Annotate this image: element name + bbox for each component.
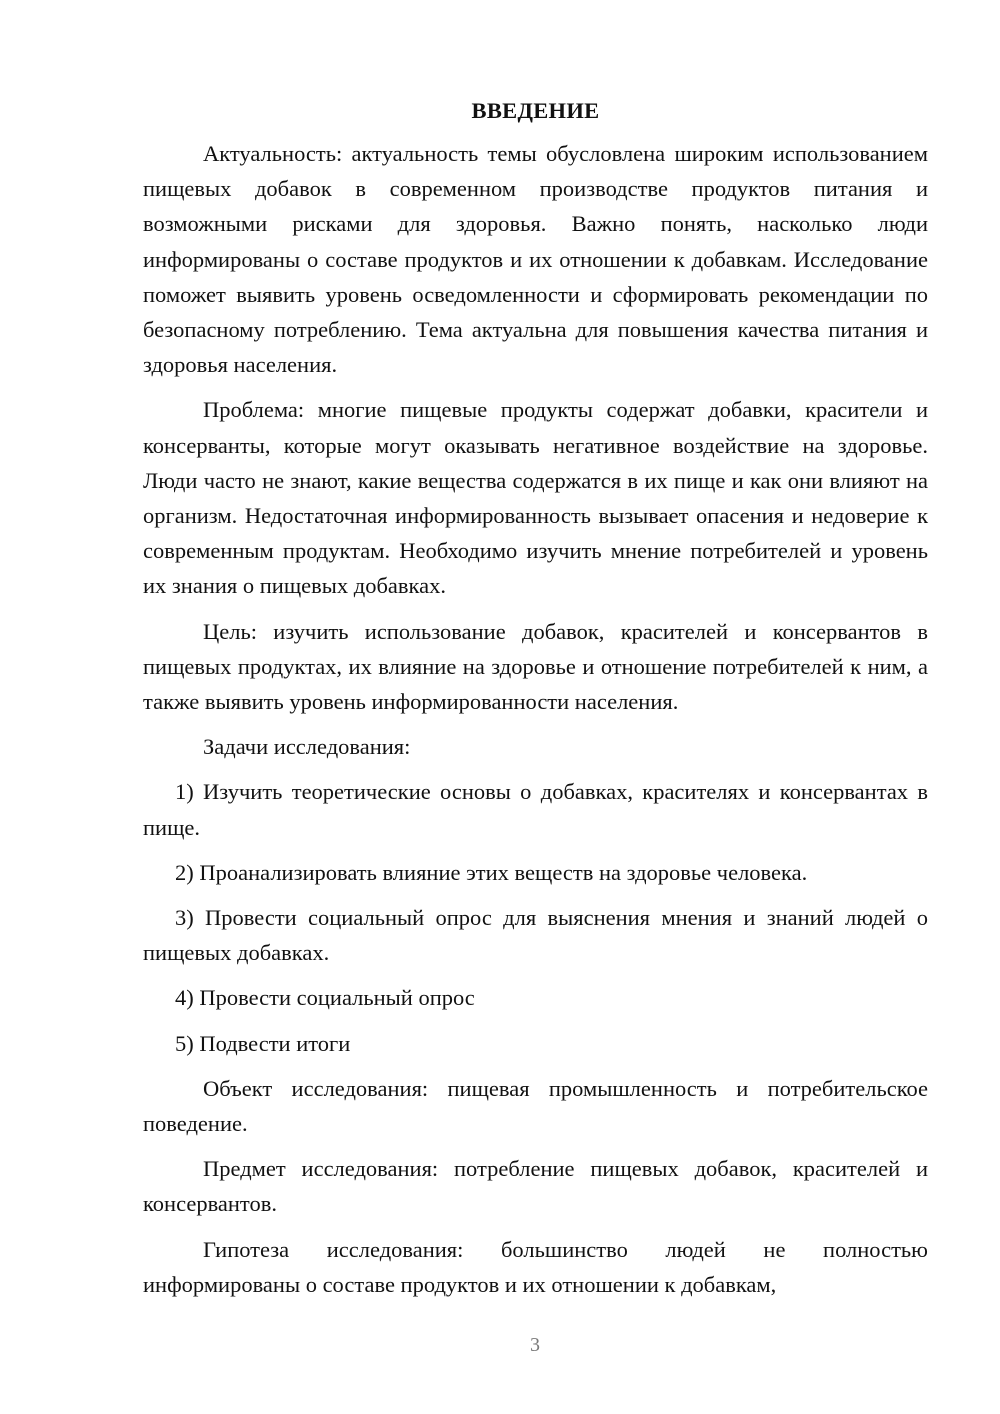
- task-item-5: 5) Подвести итоги: [175, 1030, 351, 1056]
- paragraph-relevance: Актуальность: актуальность темы обусловлена широким использованием пищевых добавок в современном производстве продуктов питания и возможными рисками для здоровья. Важно понять, насколько люди информированы о составе продуктов и их отношении к добавкам. Исследование поможет выявить уровень осведомленности и сформировать рекомендации по безопасному потреблению. Тема актуальна для повышения качества питания и здоровья населения.: [143, 141, 928, 378]
- paragraph-subject: Предмет исследования: потребление пищевых добавок, красителей и консервантов.: [143, 1156, 928, 1217]
- tasks-heading: Задачи исследования:: [203, 734, 411, 760]
- paragraph-goal: Цель: изучить использование добавок, красителей и консервантов в пищевых продуктах, их влияние на здоровье и отношение потребителей к ним, а также выявить уровень информированности населения.: [143, 618, 928, 715]
- paragraph-problem: Проблема: многие пищевые продукты содержат добавки, красители и консерванты, которые могут оказывать негативное воздействие на здоровье. Люди часто не знают, какие вещества содержатся в их пище и как они влияют на организм. Недостаточная информированность вызывает опасения и недоверие к современным продуктам. Необходимо изучить мнение потребителей и уровень их знания о пищевых добавках.: [143, 397, 928, 599]
- document-page: [143, 96, 928, 1312]
- paragraph-object: Объект исследования: пищевая промышленность и потребительское поведение.: [143, 1075, 928, 1137]
- task-item-1: 1) Изучить теоретические основы о добавках, красителях и консервантах в пище.: [143, 779, 928, 840]
- page-number: 3: [530, 1334, 540, 1356]
- task-item-2: 2) Проанализировать влияние этих веществ на здоровье человека.: [175, 859, 808, 885]
- page-title: ВВЕДЕНИЕ: [471, 98, 600, 123]
- task-item-3: 3) Провести социальный опрос для выяснения мнения и знаний людей о пищевых добавках.: [143, 905, 928, 966]
- task-item-4: 4) Провести социальный опрос: [175, 985, 475, 1011]
- paragraph-hypothesis: Гипотеза исследования: большинство людей не полностью информированы о составе продуктов и их отношении к добавкам,: [143, 1236, 928, 1297]
